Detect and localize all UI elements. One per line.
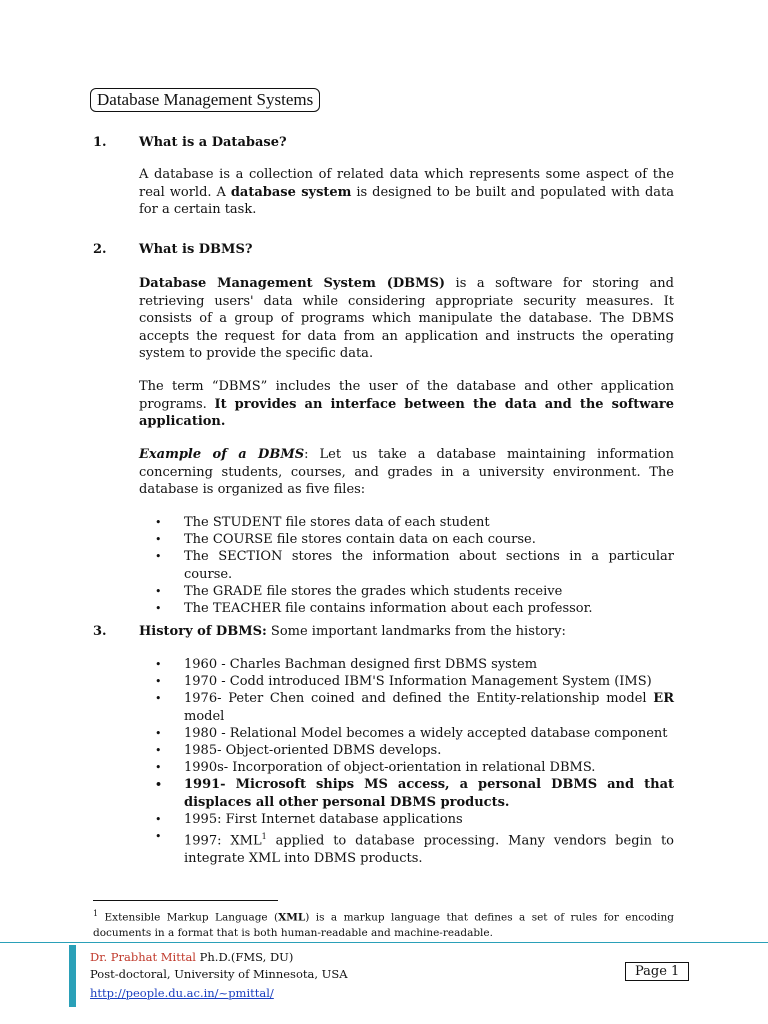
italic-term: Example of a DBMS (139, 447, 305, 462)
list-item: • The COURSE file stores contain data on each course. (139, 531, 674, 548)
list-item: • The TEACHER file contains information about each professor. (139, 600, 674, 617)
bold-term: ER (653, 691, 674, 707)
bold-term: Database Management System (DBMS) (139, 276, 446, 291)
list-item: • The SECTION stores the information about sections in a particular course. (139, 548, 674, 582)
text: model (184, 708, 225, 724)
author-degree: Ph.D.(FMS, DU) (196, 950, 294, 964)
section-heading-2 (93, 242, 252, 257)
section-heading-3 (93, 624, 566, 639)
footnote-number: 1 (93, 909, 99, 918)
text: The term “DBMS” includes the user of the database and other application programs. (139, 379, 674, 412)
section-number: 1. (93, 135, 107, 150)
list-item (139, 828, 674, 867)
bold-term: XML (278, 911, 306, 924)
footer-accent-bar (69, 945, 76, 1007)
footnote-ref[interactable]: 1 (261, 832, 267, 842)
footer-link[interactable]: http://people.du.ac.in/~pmittal/ (90, 986, 274, 1000)
section-title: History of DBMS: (139, 624, 267, 639)
list-item: • 1991- Microsoft ships MS access, a personal DBMS and that displaces all other personal DBMS products. (139, 776, 674, 810)
list-item: • The GRADE file stores the grades which students receive (139, 583, 674, 600)
section-number: 3. (93, 624, 107, 639)
section-number: 2. (93, 242, 107, 257)
footnote-divider (93, 900, 278, 901)
document-title: Database Management Systems (90, 88, 320, 112)
section-title: What is a Database? (139, 135, 287, 150)
text: 1997: XML (184, 833, 262, 849)
text: A database is a collection of related data which represents some aspect of the real world. A (139, 167, 674, 200)
footnote (93, 906, 674, 941)
footer-author (90, 950, 293, 964)
bold-text: It provides an interface between the data and the software application. (139, 396, 674, 429)
footer-divider (0, 942, 768, 943)
text: ) is a markup language that defines a set of rules for encoding documents in a format that is both human-readable and machine-readable. (93, 911, 675, 939)
list-item: • 1990s- Incorporation of object-orientation in relational DBMS. (139, 759, 674, 776)
text: applied to database processing. Many vendors begin to integrate XML into DBMS products. (184, 833, 675, 866)
text: is a software for storing and retrieving users' data while considering appropriate security measures. It consists of a group of programs which manipulate the database. The DBMS accepts the request for data from an application and instructs the operating system to provide the specific data. (139, 276, 674, 361)
list-item: • 1985- Object-oriented DBMS develops. (139, 742, 674, 759)
author-name: Dr. Prabhat Mittal (90, 950, 196, 964)
text: Extensible Markup Language ( (98, 911, 279, 924)
list-item: • 1980 - Relational Model becomes a widely accepted database component (139, 725, 674, 742)
list-item: • The STUDENT file stores data of each student (139, 514, 674, 531)
text: : Let us take a database maintaining information concerning students, courses, and grades in a university environment. The database is organized as five files: (139, 447, 674, 497)
paragraph-dbms-example (139, 446, 674, 499)
paragraph-dbms-definition (139, 275, 674, 363)
paragraph-database-definition (139, 166, 674, 219)
text: is designed to be built and populated with data for a certain task. (139, 184, 674, 217)
list-item (139, 690, 674, 724)
list-item: • 1960 - Charles Bachman designed first DBMS system (139, 656, 674, 673)
page-number: Page 1 (625, 962, 689, 981)
section-heading-1 (93, 135, 287, 150)
text: 1976- Peter Chen coined and defined the Entity-relationship model (184, 691, 654, 707)
paragraph-dbms-term (139, 378, 674, 431)
file-list (139, 514, 674, 617)
list-item: • 1995: First Internet database applications (139, 811, 674, 828)
list-item: • 1970 - Codd introduced IBM'S Information Management System (IMS) (139, 673, 674, 690)
footer-affiliation: Post-doctoral, University of Minnesota, USA (90, 967, 348, 981)
bold-term: database system (230, 184, 352, 200)
section-subtitle: Some important landmarks from the history: (266, 624, 566, 639)
history-list (139, 656, 674, 867)
section-title: What is DBMS? (139, 242, 253, 257)
